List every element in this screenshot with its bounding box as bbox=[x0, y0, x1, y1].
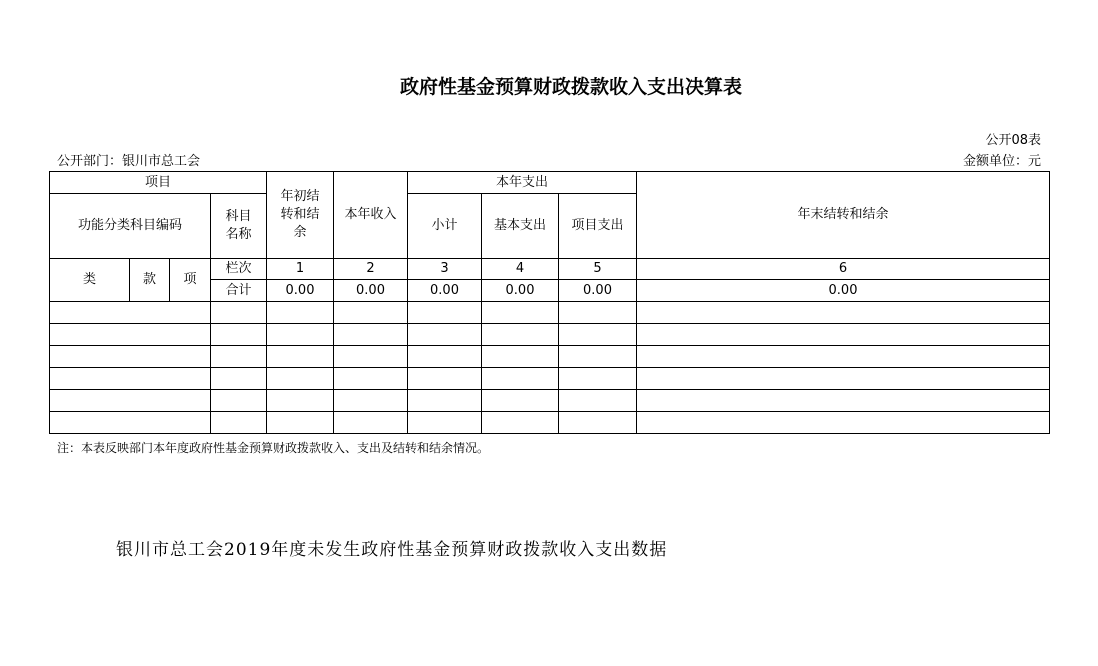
col-no-cell: 6 bbox=[637, 259, 1050, 280]
empty-cell bbox=[334, 324, 408, 346]
empty-cell bbox=[637, 390, 1050, 412]
header-xiang: 项 bbox=[170, 259, 211, 302]
empty-cell bbox=[408, 324, 482, 346]
total-cell: 0.00 bbox=[334, 280, 408, 302]
header-end-balance: 年末结转和结余 bbox=[637, 172, 1050, 259]
col-no-cell: 2 bbox=[334, 259, 408, 280]
empty-cell bbox=[637, 302, 1050, 324]
header-item: 项目 bbox=[50, 172, 267, 194]
total-cell: 0.00 bbox=[408, 280, 482, 302]
table-row bbox=[50, 412, 1050, 434]
empty-cell bbox=[482, 324, 559, 346]
header-lei: 类 bbox=[50, 259, 130, 302]
empty-cell bbox=[267, 390, 334, 412]
col-no-cell: 5 bbox=[559, 259, 637, 280]
empty-cell bbox=[408, 346, 482, 368]
empty-cell bbox=[267, 346, 334, 368]
empty-cell bbox=[50, 302, 211, 324]
empty-cell bbox=[408, 368, 482, 390]
empty-cell bbox=[559, 346, 637, 368]
empty-cell bbox=[211, 390, 267, 412]
empty-cell bbox=[334, 346, 408, 368]
header-expense: 本年支出 bbox=[408, 172, 637, 194]
empty-cell bbox=[211, 346, 267, 368]
empty-cell bbox=[559, 412, 637, 434]
col-no-label: 栏次 bbox=[211, 259, 267, 280]
col-no-cell: 4 bbox=[482, 259, 559, 280]
empty-cell bbox=[408, 302, 482, 324]
budget-table bbox=[49, 171, 1050, 434]
col-no-cell: 1 bbox=[267, 259, 334, 280]
form-number: 公开08表 bbox=[985, 133, 1041, 148]
empty-cell bbox=[637, 324, 1050, 346]
empty-cell bbox=[211, 302, 267, 324]
empty-cell bbox=[482, 412, 559, 434]
table-row bbox=[50, 368, 1050, 390]
empty-cell bbox=[334, 368, 408, 390]
table-row bbox=[50, 346, 1050, 368]
total-cell: 0.00 bbox=[637, 280, 1050, 302]
header-income: 本年收入 bbox=[334, 172, 408, 259]
header-kuan: 款 bbox=[130, 259, 170, 302]
empty-cell bbox=[334, 302, 408, 324]
table-row bbox=[50, 302, 1050, 324]
empty-cell bbox=[482, 346, 559, 368]
empty-cell bbox=[267, 368, 334, 390]
total-cell: 0.00 bbox=[482, 280, 559, 302]
empty-cell bbox=[334, 390, 408, 412]
empty-cell bbox=[267, 302, 334, 324]
empty-cell bbox=[482, 302, 559, 324]
table-row bbox=[50, 390, 1050, 412]
empty-cell bbox=[559, 390, 637, 412]
empty-cell bbox=[559, 368, 637, 390]
empty-cell bbox=[50, 390, 211, 412]
empty-cell bbox=[482, 390, 559, 412]
empty-cell bbox=[211, 412, 267, 434]
empty-cell bbox=[559, 324, 637, 346]
header-subject-name: 科目名称 bbox=[211, 194, 267, 259]
empty-cell bbox=[50, 412, 211, 434]
header-func-code: 功能分类科目编码 bbox=[50, 194, 211, 259]
empty-cell bbox=[211, 324, 267, 346]
page-title: 政府性基金预算财政拨款收入支出决算表 bbox=[399, 76, 742, 98]
empty-cell bbox=[50, 324, 211, 346]
total-cell: 0.00 bbox=[559, 280, 637, 302]
empty-cell bbox=[482, 368, 559, 390]
empty-cell bbox=[637, 412, 1050, 434]
footer-statement: 银川市总工会2019年度未发生政府性基金预算财政拨款收入支出数据 bbox=[116, 540, 668, 560]
col-no-cell: 3 bbox=[408, 259, 482, 280]
header-basic: 基本支出 bbox=[482, 194, 559, 259]
empty-cell bbox=[637, 346, 1050, 368]
header-project-expense: 项目支出 bbox=[559, 194, 637, 259]
empty-cell bbox=[637, 368, 1050, 390]
header-begin-balance: 年初结转和结余 bbox=[267, 172, 334, 259]
empty-cell bbox=[211, 368, 267, 390]
empty-cell bbox=[267, 324, 334, 346]
department-label: 公开部门：银川市总工会 bbox=[57, 154, 201, 169]
empty-cell bbox=[267, 412, 334, 434]
empty-cell bbox=[559, 302, 637, 324]
total-label: 合计 bbox=[211, 280, 267, 302]
empty-cell bbox=[408, 390, 482, 412]
header-subtotal: 小计 bbox=[408, 194, 482, 259]
empty-cell bbox=[334, 412, 408, 434]
empty-cell bbox=[408, 412, 482, 434]
currency-unit: 金额单位：元 bbox=[962, 154, 1041, 169]
table-row bbox=[50, 324, 1050, 346]
empty-cell bbox=[50, 368, 211, 390]
empty-cell bbox=[50, 346, 211, 368]
table-note: 注：本表反映部门本年度政府性基金预算财政拨款收入、支出及结转和结余情况。 bbox=[57, 441, 490, 455]
total-cell: 0.00 bbox=[267, 280, 334, 302]
